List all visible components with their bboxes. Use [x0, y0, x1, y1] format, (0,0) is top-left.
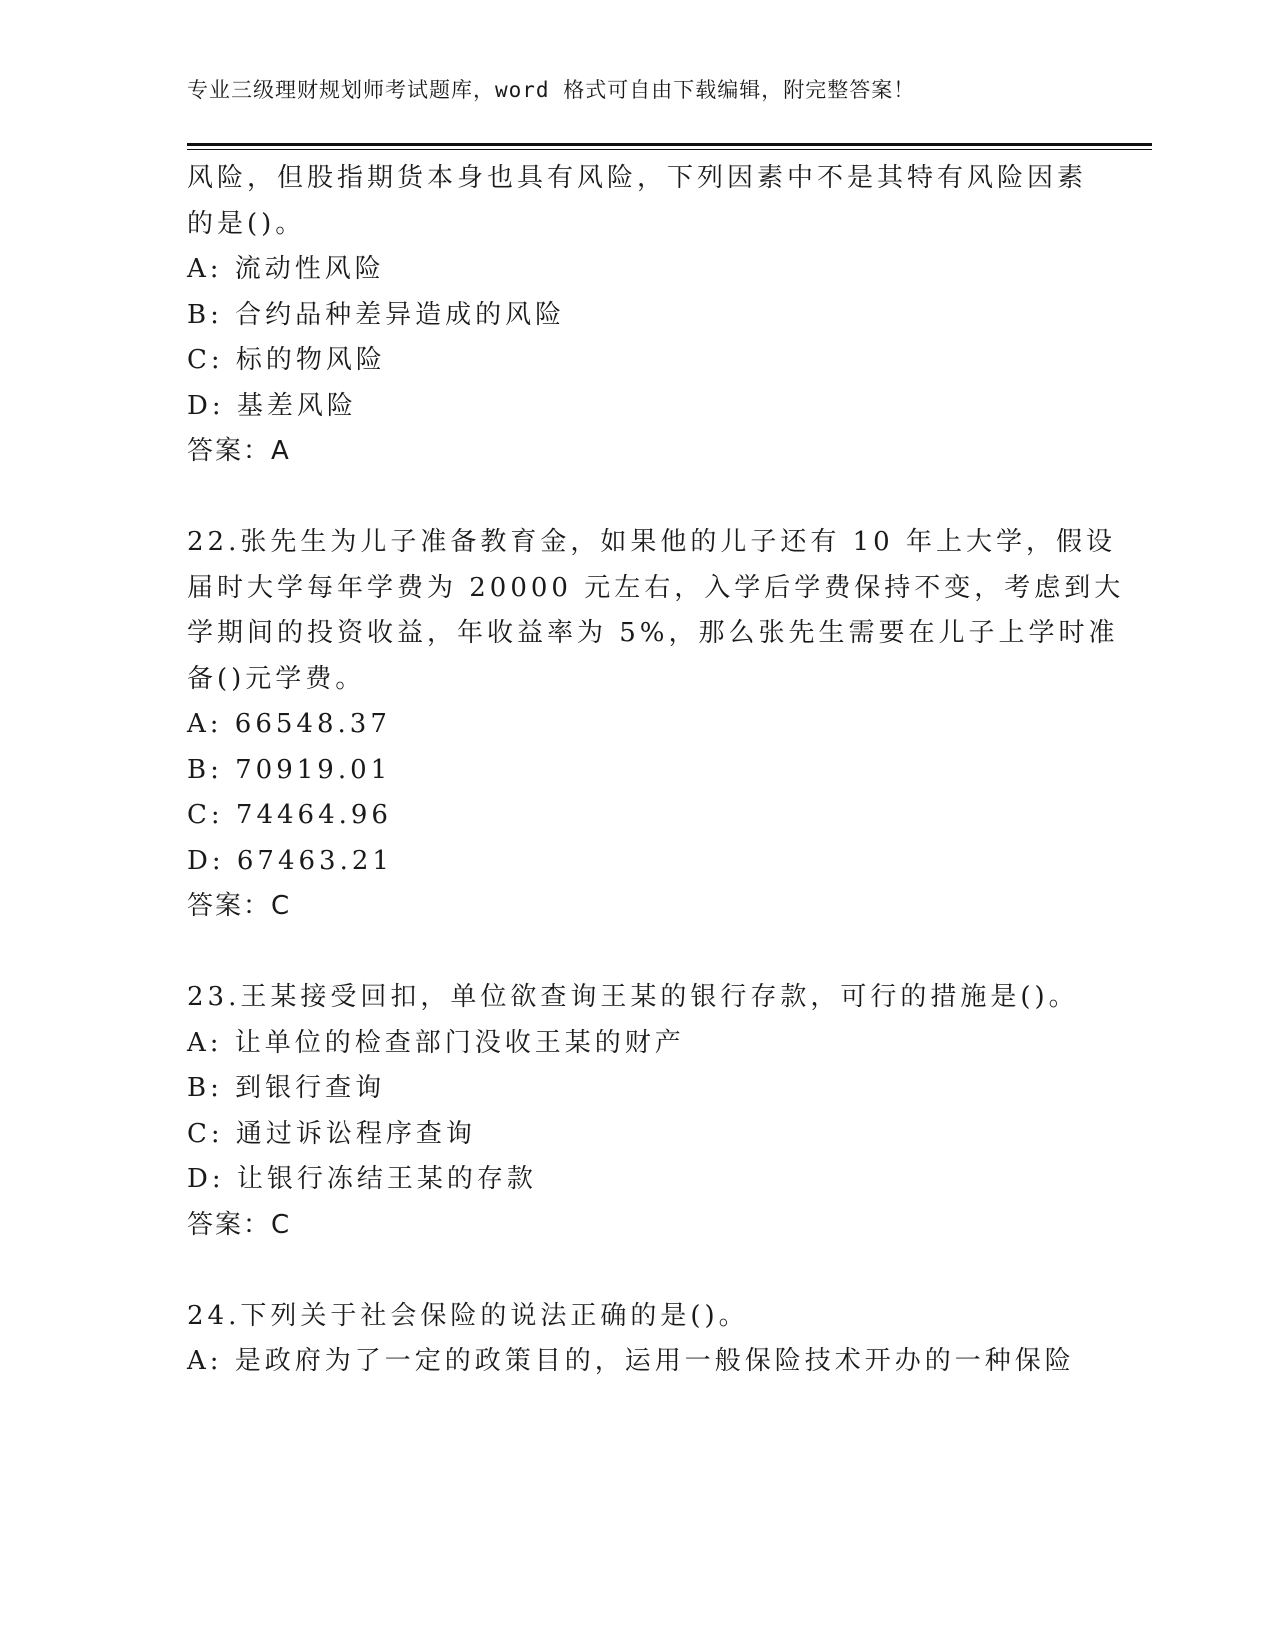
option-c: C: 标的物风险 — [187, 345, 386, 375]
answer-line: 答案：C — [187, 891, 292, 921]
document-body — [187, 156, 1152, 1385]
spacer — [187, 475, 1152, 521]
option-b: B: 合约品种差异造成的风险 — [187, 299, 566, 330]
question-24 — [187, 1294, 1152, 1385]
option-a: A: 66548.37 — [187, 709, 391, 739]
header-rule-thin — [187, 149, 1152, 150]
question-stem-line: 届时大学每年学费为 20000 元左右，入学后学费保持不变，考虑到大 — [187, 572, 1125, 603]
spacer — [187, 930, 1152, 976]
page-header: 专业三级理财规划师考试题库，word 格式可自由下载编辑，附完整答案！ — [187, 78, 916, 102]
option-a: A: 流动性风险 — [187, 254, 385, 284]
answer-line: 答案：C — [187, 1209, 292, 1240]
answer-line: 答案：A — [187, 436, 291, 466]
question-21 — [187, 156, 1152, 475]
question-23 — [187, 975, 1152, 1248]
option-c: C: 通过诉讼程序查询 — [187, 1118, 476, 1149]
question-stem-line: 23.王某接受回扣，单位欲查询王某的银行存款，可行的措施是()。 — [187, 982, 1079, 1012]
option-d: D: 基差风险 — [187, 390, 357, 421]
option-a: A: 让单位的检查部门没收王某的财产 — [187, 1027, 685, 1058]
option-a: A: 是政府为了一定的政策目的，运用一般保险技术开办的一种保险 — [187, 1346, 1075, 1376]
option-d: D: 让银行冻结王某的存款 — [187, 1164, 537, 1194]
spacer — [187, 1248, 1152, 1294]
question-stem-line: 学期间的投资收益，年收益率为 5%，那么张先生需要在儿子上学时准 — [187, 618, 1119, 648]
option-d: D: 67463.21 — [187, 845, 393, 876]
question-stem-line: 24.下列关于社会保险的说法正确的是()。 — [187, 1300, 749, 1331]
option-c: C: 74464.96 — [187, 800, 392, 830]
question-stem-line: 风险，但股指期货本身也具有风险，下列因素中不是其特有风险因素 — [187, 163, 1088, 193]
question-stem-line: 的是()。 — [187, 208, 306, 239]
option-b: B: 到银行查询 — [187, 1073, 386, 1103]
question-stem-line: 22.张先生为儿子准备教育金，如果他的儿子还有 10 年上大学，假设 — [187, 527, 1116, 557]
question-stem-line: 备()元学费。 — [187, 663, 366, 694]
option-b: B: 70919.01 — [187, 754, 392, 785]
question-22 — [187, 520, 1152, 930]
header-rule-thick — [187, 143, 1152, 146]
